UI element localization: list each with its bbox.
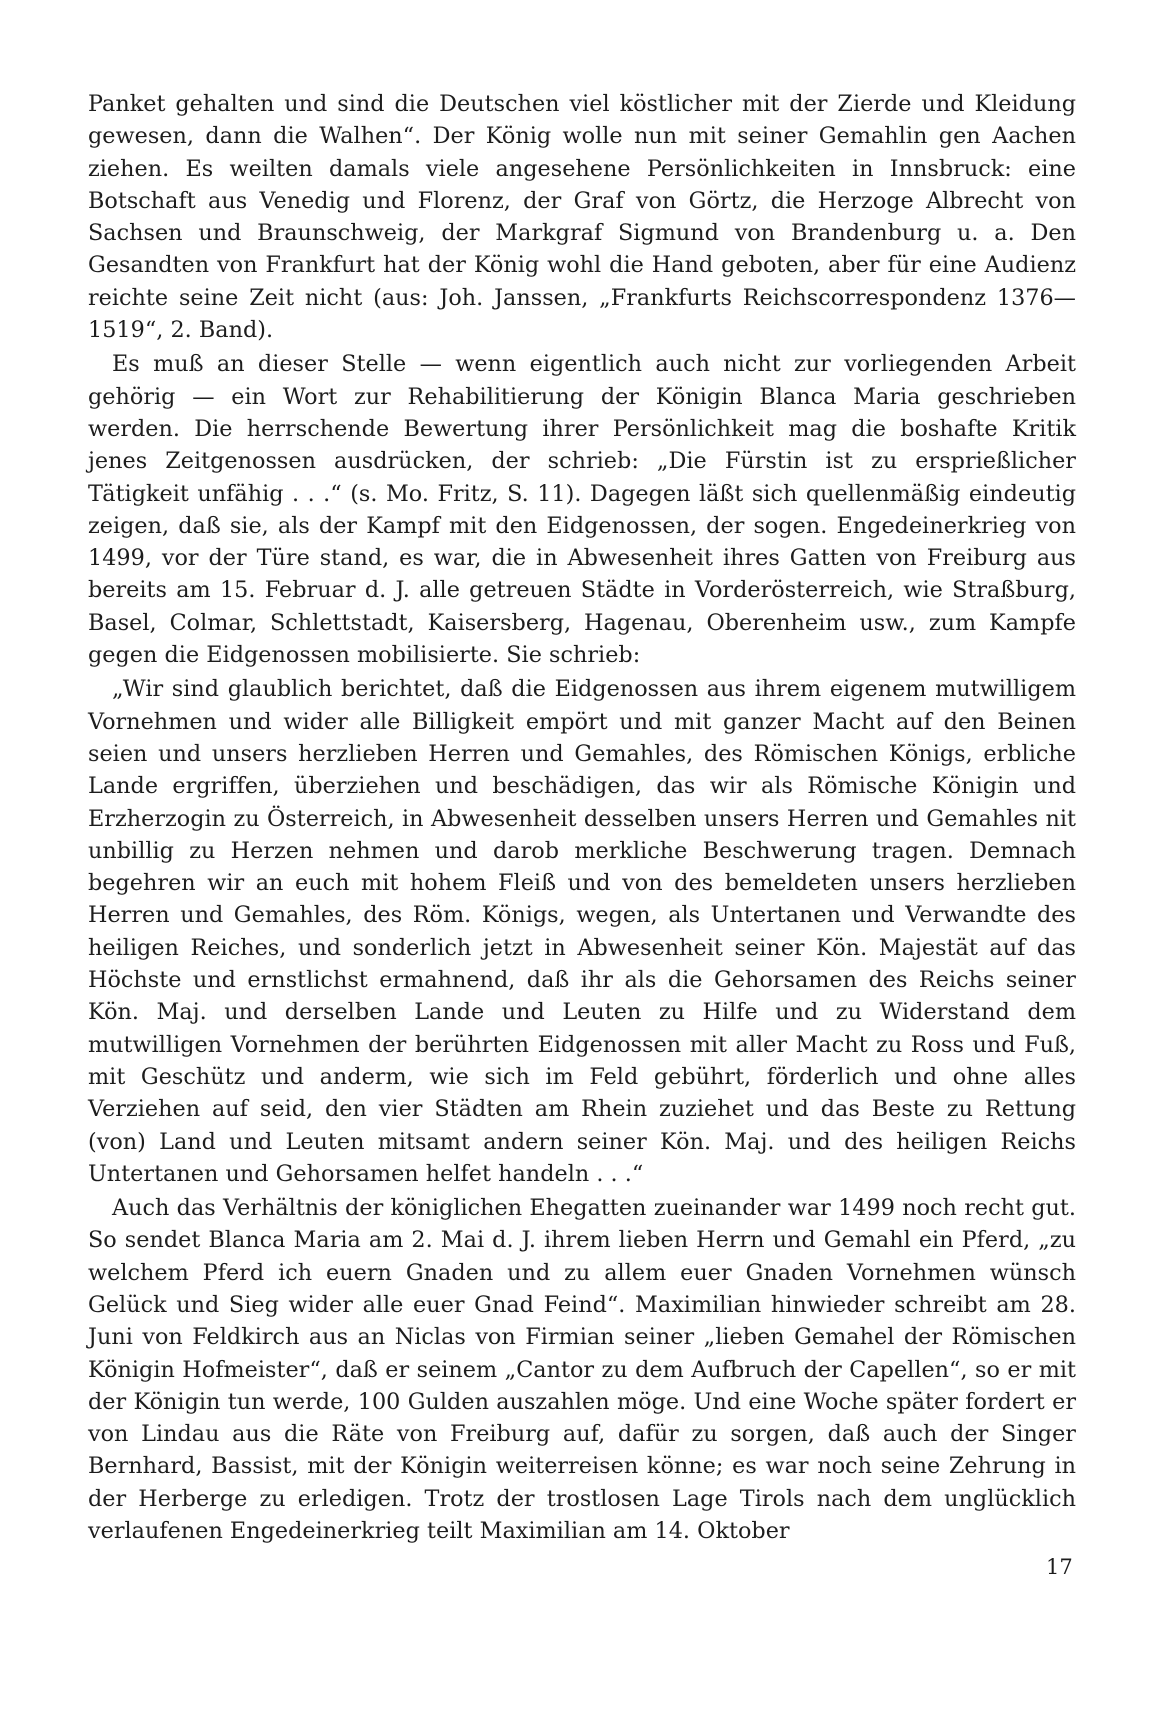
paragraph-2: Es muß an dieser Stelle — wenn eigentlich auch nicht zur vorliegenden Arbeit gehörig — ein Wort zur Rehabilitierung der Königin Blanca Maria geschrieben werden. Die herrschende Bewertung ihrer Persönlichkeit mag die boshafte Kritik jenes Zeitgenossen ausdrücken, der schrieb: „Die Fürstin ist zu ersprießlicher Tätigkeit unfähig . . .“ (s. Mo. Fritz, S. 11). Dagegen läßt sich quellenmäßig eindeutig zeigen, daß sie, als der Kampf mit den Eidgenossen, der sogen. Engedeinerkrieg von 1499, vor der Türe stand, es war, die in Abwesenheit ihres Gatten von Freiburg aus bereits am 15. Februar d. J. alle getreuen Städte in Vorderösterreich, wie Straßburg, Basel, Colmar, Schlettstadt, Kaisersberg, Hagenau, Oberenheim usw., zum Kampfe gegen die Eidgenossen mobilisierte. Sie schrieb: — [88, 351, 1076, 669]
document-page — [88, 88, 1076, 1608]
page-number: 17 — [1046, 1555, 1073, 1579]
block-quote: „Wir sind glaublich berichtet, daß die Eidgenossen aus ihrem eigenem mutwilligem Vornehmen und wider alle Billigkeit empört und mit ganzer Macht auf den Beinen seien und unsers herzlieben Herren und Gemahles, des Römischen Königs, erbliche Lande ergriffen, überziehen und beschädigen, das wir als Römische Königin und Erzherzogin zu Österreich, in Abwesenheit desselben unsers Herren und Gemahles nit unbillig zu Herzen nehmen und darob merkliche Beschwerung tragen. Demnach begehren wir an euch mit hohem Fleiß und von des bemeldeten unsers herzlieben Herren und Gemahles, des Röm. Königs, wegen, als Untertanen und Verwandte des heiligen Reiches, und sonderlich jetzt in Abwesenheit seiner Kön. Majestät auf das Höchste und ernstlichst ermahnend, daß ihr als die Gehorsamen des Reichs seiner Kön. Maj. und derselben Lande und Leuten zu Hilfe und zu Widerstand dem mutwilligen Vornehmen der berührten Eidgenossen mit aller Macht zu Ross und Fuß, mit Geschütz und anderm, wie sich im Feld gebührt, förderlich und ohne alles Verziehen auf seid, den vier Städten am Rhein zuziehet und das Beste zu Rettung (von) Land und Leuten mitsamt andern seiner Kön. Maj. und des heiligen Reichs Untertanen und Gehorsamen helfet handeln . . .“ — [88, 676, 1076, 1187]
paragraph-1: Panket gehalten und sind die Deutschen viel köstlicher mit der Zierde und Kleidung gewesen, dann die Walhen“. Der König wolle nun mit seiner Gemahlin gen Aachen ziehen. Es weilten damals viele angesehene Persönlichkeiten in Innsbruck: eine Botschaft aus Venedig und Florenz, der Graf von Görtz, die Herzoge Albrecht von Sachsen und Braunschweig, der Markgraf Sigmund von Brandenburg u. a. Den Gesandten von Frankfurt hat der König wohl die Hand geboten, aber für eine Audienz reichte seine Zeit nicht (aus: Joh. Janssen, „Frankfurts Reichscorrespondenz 1376—1519“, 2. Band). — [88, 91, 1076, 344]
paragraph-3: Auch das Verhältnis der königlichen Ehegatten zueinander war 1499 noch recht gut. So sendet Blanca Maria am 2. Mai d. J. ihrem lieben Herrn und Gemahl ein Pferd, „zu welchem Pferd ich euern Gnaden und zu allem euer Gnaden Vornehmen wünsch Gelück und Sieg wider alle euer Gnad Feind“. Maximilian hinwieder schreibt am 28. Juni von Feldkirch aus an Niclas von Firmian seiner „lieben Gemahel der Römischen Königin Hofmeister“, daß er seinem „Cantor zu dem Aufbruch der Capellen“, so er mit der Königin tun werde, 100 Gulden auszahlen möge. Und eine Woche später fordert er von Lindau aus die Räte von Freiburg auf, dafür zu sorgen, daß auch der Singer Bernhard, Bassist, mit der Königin weiterreisen könne; es war noch seine Zehrung in der Herberge zu erledigen. Trotz der trostlosen Lage Tirols nach dem unglücklich verlaufenen Engedeinerkrieg teilt Maximilian am 14. Oktober — [88, 1195, 1076, 1545]
